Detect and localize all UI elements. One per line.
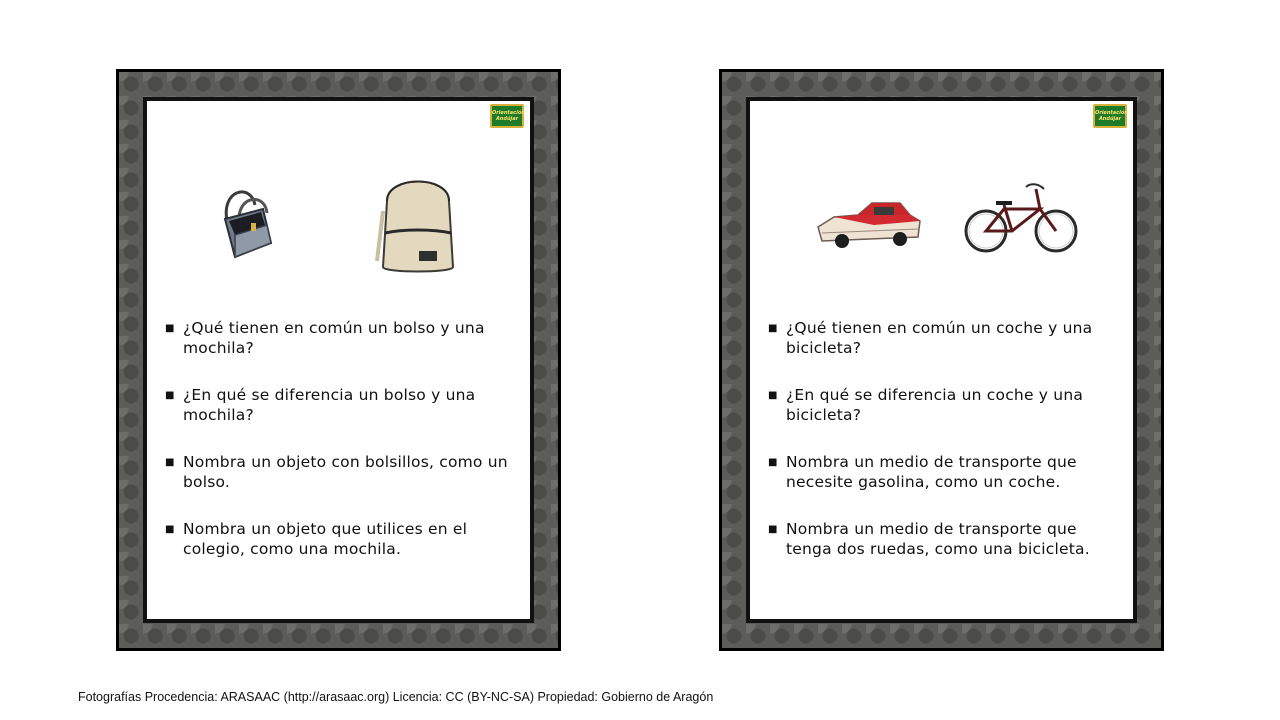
card-content (143, 97, 534, 623)
list-item: ■ Nombra un medio de transporte que necesite gasolina, como un coche. (768, 453, 1077, 491)
card-coche-bicicleta (719, 69, 1164, 651)
question-list (768, 319, 1113, 587)
bullet-icon: ■ (165, 390, 175, 401)
handbag-image (217, 179, 307, 271)
orientacion-andujar-logo: Orientación Andújar (1093, 104, 1127, 128)
bullet-icon: ■ (768, 524, 778, 535)
list-item: ■ Nombra un medio de transporte que tenga dos ruedas, como una bicicleta. (768, 520, 1090, 558)
list-item: ■ Nombra un objeto que utilices en el colegio, como una mochila. (165, 520, 468, 558)
list-item: ■ ¿En qué se diferencia un coche y una bicicleta? (768, 386, 1084, 424)
list-item: ■ ¿Qué tienen en común un bolso y una mochila? (165, 319, 485, 357)
list-item: ■ ¿Qué tienen en común un coche y una bicicleta? (768, 319, 1093, 357)
bullet-icon: ■ (165, 457, 175, 468)
list-item: ■ ¿En qué se diferencia un bolso y una mochila? (165, 386, 476, 424)
card-bolso-mochila (116, 69, 561, 651)
attribution-footer: Fotografías Procedencia: ARASAAC (http://arasaac.org) Licencia: CC (BY-NC-SA) Propiedad: Gobierno de Aragón (78, 690, 714, 704)
bullet-icon: ■ (165, 323, 175, 334)
bullet-icon: ■ (768, 323, 778, 334)
car-image (814, 193, 924, 255)
backpack-image (373, 171, 463, 281)
bullet-icon: ■ (165, 524, 175, 535)
question-list (165, 319, 510, 587)
list-item: ■ Nombra un objeto con bolsillos, como un bolso. (165, 453, 508, 491)
bicycle-image (964, 179, 1080, 259)
orientacion-andujar-logo: Orientación Andújar (490, 104, 524, 128)
bullet-icon: ■ (768, 457, 778, 468)
bullet-icon: ■ (768, 390, 778, 401)
card-content (746, 97, 1137, 623)
